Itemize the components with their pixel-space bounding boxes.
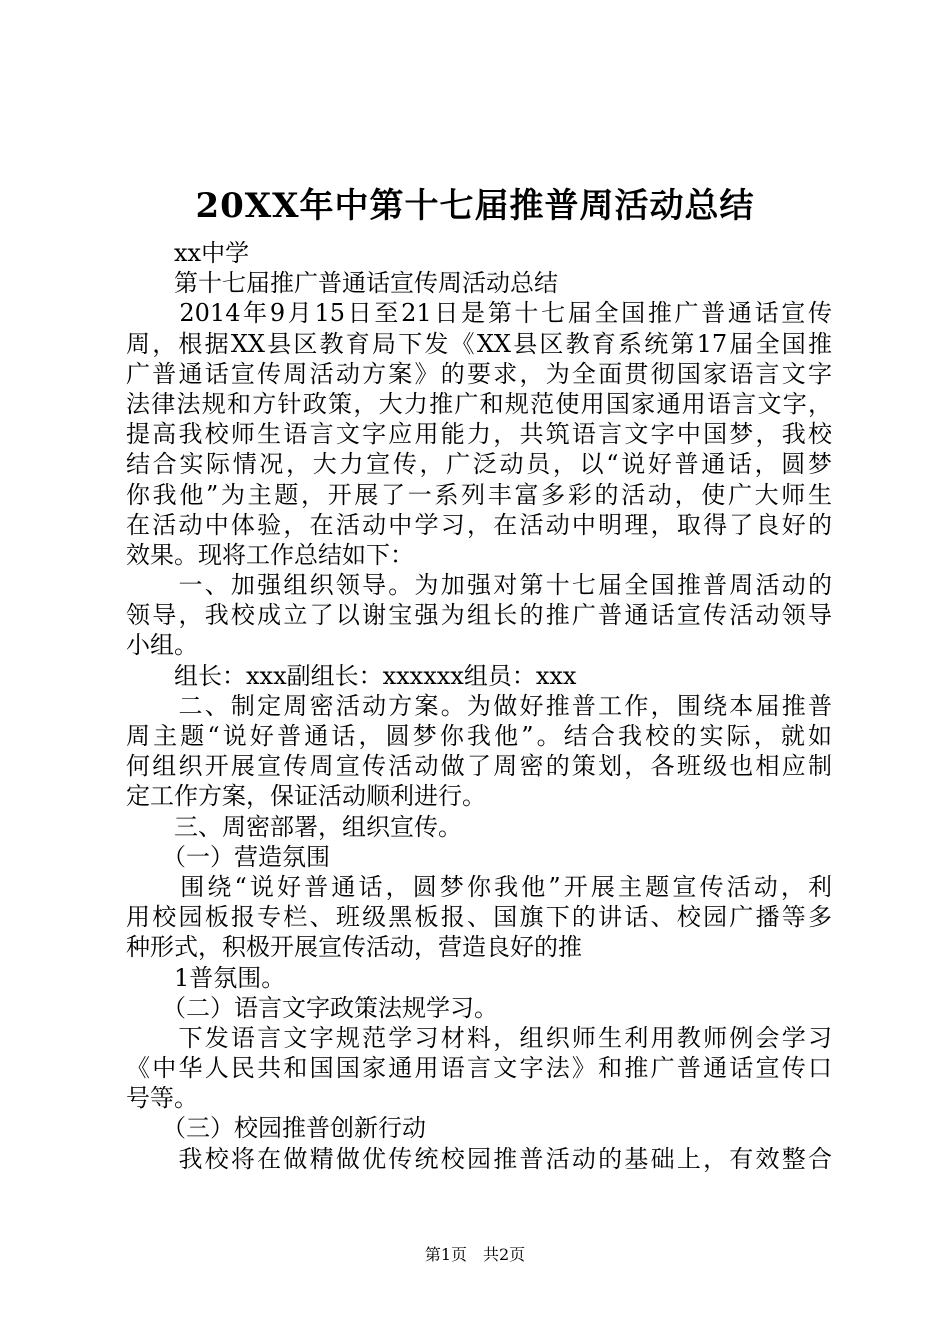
body-line: 小组。 (126, 631, 198, 660)
body-line: （三）校园推普创新行动 (126, 1114, 426, 1143)
body-line: 二、制定周密活动方案。为做好推普工作，围绕本届推普 (126, 691, 832, 720)
body-line: 第十七届推广普通话宣传周活动总结 (126, 269, 558, 298)
body-line: 我校将在做精做优传统校园推普活动的基础上，有效整合 (126, 1144, 832, 1173)
body-line: 在活动中体验，在活动中学习，在活动中明理，取得了良好的 (126, 510, 832, 539)
body-line: 三、周密部署，组织宣传。 (126, 812, 462, 841)
body-line: 1普氛围。 (126, 963, 286, 992)
body-line: 定工作方案，保证活动顺利进行。 (126, 782, 486, 811)
body-line: 提高我校师生语言文字应用能力，共筑语言文字中国梦，我校 (126, 420, 832, 449)
body-line: 周，根据XX县区教育局下发《XX县区教育系统第17届全国推 (126, 329, 832, 358)
body-line: 何组织开展宣传周宣传活动做了周密的策划，各班级也相应制 (126, 752, 832, 781)
document-body (126, 238, 832, 1174)
body-line: 围绕“说好普通话，圆梦你我他”开展主题宣传活动，利 (126, 872, 832, 901)
body-line: 法律法规和方针政策，大力推广和规范使用国家通用语言文字， (126, 389, 832, 418)
body-line: 组长：xxx副组长：xxxxxx组员：xxx (126, 661, 577, 690)
body-line: 下发语言文字规范学习材料，组织师生利用教师例会学习 (126, 1023, 832, 1052)
body-line: 领导，我校成立了以谢宝强为组长的推广普通话宣传活动领导 (126, 601, 832, 630)
document-title: 20XX年中第十七届推普周活动总结 (195, 186, 755, 226)
page-footer: 第1页 共2页 (424, 1245, 526, 1264)
body-line: 周主题“说好普通话，圆梦你我他”。结合我校的实际，就如 (126, 722, 832, 750)
body-line: 结合实际情况，大力宣传，广泛动员，以“说好普通话，圆梦 (126, 450, 832, 479)
body-line: 一、加强组织领导。为加强对第十七届全国推普周活动的 (126, 571, 832, 600)
body-line: 2014年9月15日至21日是第十七届全国推广普通话宣传 (126, 299, 832, 328)
body-line: 号等。 (126, 1084, 198, 1113)
body-line: （二）语言文字政策法规学习。 (126, 993, 498, 1022)
body-line: 用校园板报专栏、班级黑板报、国旗下的讲话、校园广播等多 (126, 903, 832, 932)
body-line: 《中华人民共和国国家通用语言文字法》和推广普通话宣传口 (126, 1054, 832, 1083)
body-line: xx中学 (126, 239, 250, 267)
body-line: （一）营造氛围 (126, 842, 330, 871)
body-line: 广普通话宣传周活动方案》的要求，为全面贯彻国家语言文字 (126, 359, 832, 388)
body-line: 你我他”为主题，开展了一系列丰富多彩的活动，使广大师生 (126, 480, 832, 509)
body-line: 种形式，积极开展宣传活动，营造良好的推 (126, 933, 582, 962)
body-line: 效果。现将工作总结如下： (126, 540, 414, 569)
